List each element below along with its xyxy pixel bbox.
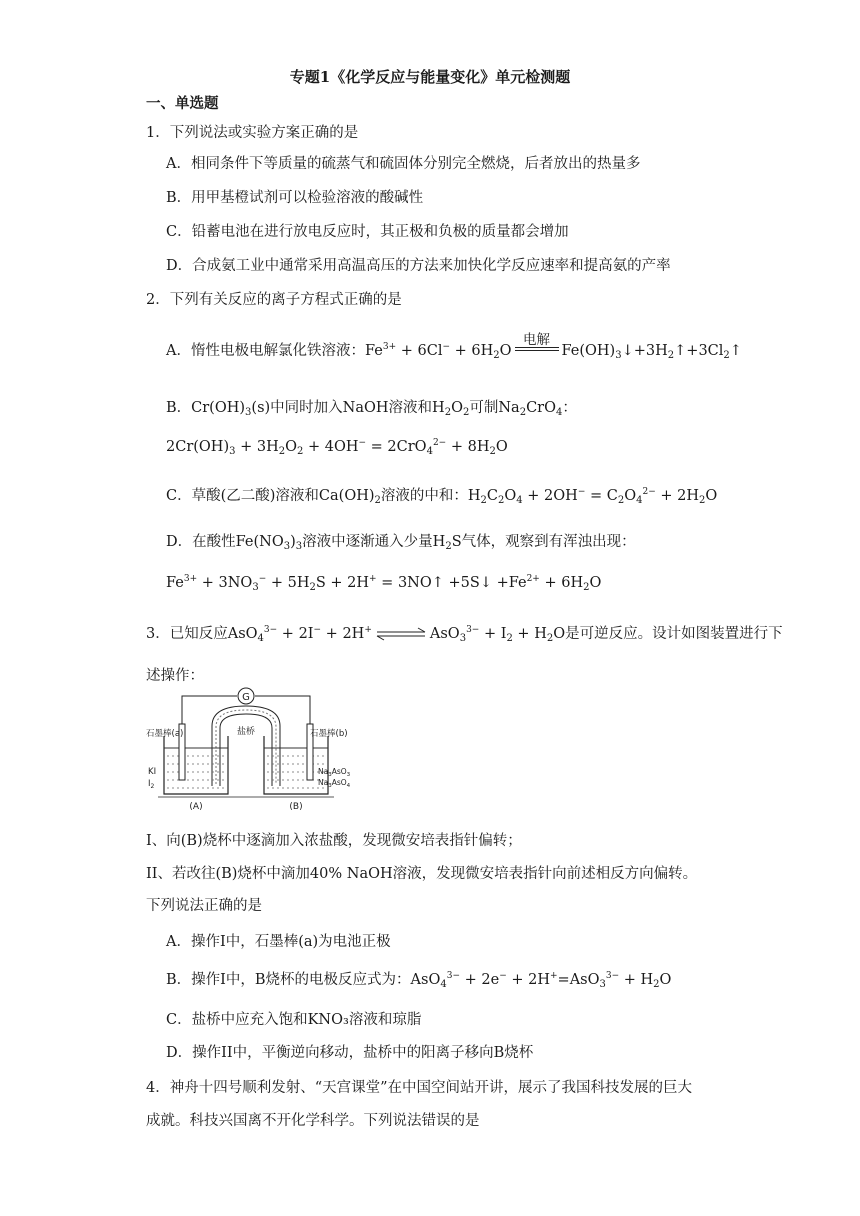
q3-prefix: 3．已知反应 bbox=[146, 626, 228, 642]
option-c-text: 溶液的中和： bbox=[380, 488, 468, 504]
condition-electrolysis: 电解 bbox=[523, 332, 551, 348]
question-3-option-c: C．盐桥中应充入饱和KNO₃溶液和琼脂 bbox=[166, 1012, 422, 1028]
beaker-a bbox=[164, 736, 228, 794]
right-solution-na3aso4: $Na_3AsO_4$ bbox=[318, 778, 351, 789]
option-d-text-1: 溶液中逐渐通入少量 bbox=[302, 534, 433, 550]
option-b-text-3: 可制 bbox=[469, 400, 499, 416]
question-2-option-b: B．$Cr(OH)_3(s)$中同时加入NaOH溶液和$H_2O_2$可制$Na_2CrO_4$： bbox=[166, 400, 577, 418]
salt-bridge-label: 盐桥 bbox=[236, 727, 256, 737]
beaker-b-label: (B) bbox=[289, 802, 303, 812]
q3-suffix: 是可逆反应。设计如图装置进行下 bbox=[565, 626, 783, 642]
question-2-stem: 2．下列有关反应的离子方程式正确的是 bbox=[146, 292, 402, 308]
question-3-option-d: D．操作II中，平衡逆向移动，盐桥中的阳离子移向B烧杯 bbox=[166, 1045, 534, 1061]
question-2-option-a bbox=[166, 332, 742, 361]
question-4-line-1: 4．神舟十四号顺利发射、“天宫课堂”在中国空间站开讲，展示了我国科技发展的巨大 bbox=[146, 1080, 693, 1096]
option-b-colon: ： bbox=[562, 400, 577, 416]
option-a-label: A．惰性电极电解氯化铁溶液： bbox=[166, 343, 365, 359]
page-title: 专题1《化学反应与能量变化》单元检测题 bbox=[289, 68, 571, 86]
question-3-stem: 3．已知反应AsO$_4^{3-}$ + 2I− + 2H+ $AsO_3^{3-} + I_2 + H_2O$是可逆反应。设计如图装置进行下 bbox=[146, 625, 783, 644]
option-d-text-2: 气体，观察到有浑浊出现： bbox=[461, 534, 636, 550]
option-b-label: B． bbox=[166, 400, 192, 416]
option-b-text-2: 溶液和 bbox=[388, 400, 433, 416]
reversible-arrow-icon bbox=[375, 628, 427, 640]
question-1-option-a: A．相同条件下等质量的硫蒸气和硫固体分别完全燃烧，后者放出的热量多 bbox=[166, 156, 641, 172]
electrode-a-label: 石墨棒(a) bbox=[146, 729, 184, 739]
option-b-text-1: 中同时加入 bbox=[270, 400, 343, 416]
question-1-option-c: C．铅蓄电池在进行放电反应时，其正极和负极的质量都会增加 bbox=[166, 224, 569, 240]
operation-2: II、若改往(B)烧杯中滴加40% NaOH溶液，发现微安培表指针向前述相反方向偏转。 bbox=[146, 866, 698, 882]
question-3-ask: 下列说法正确的是 bbox=[146, 898, 262, 914]
equation-a: $Fe^{3+} + 6Cl^- + 6H_2O$ 电解 $Fe(OH)_3↓+3H_2↑+3Cl_2↑$ bbox=[365, 343, 742, 359]
question-1-stem: 1．下列说法或实验方案正确的是 bbox=[146, 125, 359, 141]
question-2-option-d: D．在酸性$Fe(NO_3)_3$溶液中逐渐通入少量$H_2S$气体，观察到有浑浊出现： bbox=[166, 534, 636, 552]
right-solution-na3aso3: $Na_3AsO_3$ bbox=[318, 767, 351, 778]
question-3-option-b: B．操作I中，B烧杯的电极反应式为：$AsO_4^{3-} + 2e^- + 2H^+=AsO_3^{3-} + H_2O$ bbox=[166, 971, 672, 990]
option-c-label: C．草酸(乙二酸)溶液和 bbox=[166, 488, 319, 504]
salt-bridge bbox=[212, 706, 280, 786]
operation-1: I、向(B)烧杯中逐滴加入浓盐酸，发现微安培表指针偏转； bbox=[146, 833, 522, 849]
naoh-text: NaOH bbox=[342, 400, 389, 416]
question-1-option-d: D．合成氨工业中通常采用高温高压的方法来加快化学反应速率和提高氨的产率 bbox=[166, 258, 671, 274]
question-3-option-a: A．操作I中，石墨棒(a)为电池正极 bbox=[166, 934, 391, 950]
question-1-option-b: B．用甲基橙试剂可以检验溶液的酸碱性 bbox=[166, 190, 424, 206]
beaker-a-label: (A) bbox=[189, 802, 203, 812]
electrode-b-label: 石墨棒(b) bbox=[310, 729, 348, 739]
question-3-stem-line2: 述操作： bbox=[146, 668, 204, 684]
equation-b: $2Cr(OH)_3 + 3H_2O_2 + 4OH^- = 2CrO_4^{2-} + 8H_2O$ bbox=[166, 438, 508, 457]
equation-d: $Fe^{3+} + 3NO_3^- + 5H_2S + 2H^+$ = 3NO↑ +5S↓ $+Fe^{2+} + 6H_2O$ bbox=[166, 574, 602, 593]
left-solution-i2: $I_2$ bbox=[148, 779, 155, 790]
section-heading: 一、单选题 bbox=[146, 95, 219, 112]
left-solution-ki: KI bbox=[148, 767, 157, 777]
galvanic-cell-diagram bbox=[146, 686, 351, 814]
question-4-line-2: 成就。科技兴国离不开化学科学。下列说法错误的是 bbox=[146, 1113, 480, 1129]
option-d-label: D．在酸性 bbox=[166, 534, 236, 550]
q3-option-b-label: B．操作I中，B烧杯的电极反应式为： bbox=[166, 972, 411, 988]
galvanometer-label: G bbox=[242, 692, 250, 703]
question-2-option-c: C．草酸(乙二酸)溶液和$Ca(OH)_2$溶液的中和：$H_2C_2O_4 + 2OH^- = C_2O_4^{2-} + 2H_2O$ bbox=[166, 487, 718, 506]
